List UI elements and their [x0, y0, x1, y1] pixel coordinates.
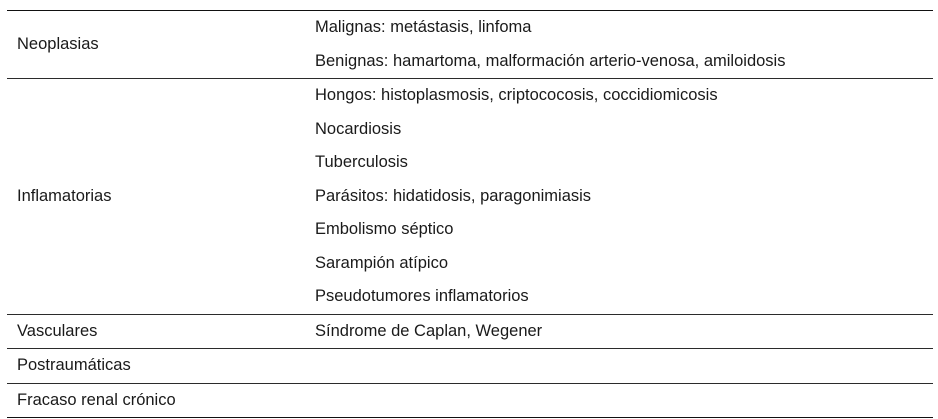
category-cell: Vasculares	[7, 314, 315, 349]
category-cell: Postraumáticas	[7, 349, 315, 384]
items-cell	[315, 383, 933, 418]
differential-diagnosis-table	[7, 10, 933, 418]
list-item: Hongos: histoplasmosis, criptococosis, coccidiomicosis	[315, 86, 718, 104]
items-cell	[315, 349, 933, 384]
table-row	[7, 79, 933, 315]
list-item: Benignas: hamartoma, malformación arterio-venosa, amiloidosis	[315, 51, 786, 70]
list-item: Síndrome de Caplan, Wegener	[315, 321, 543, 340]
category-cell: Inflamatorias	[7, 79, 315, 315]
items-cell	[315, 314, 933, 349]
table-row	[7, 383, 933, 418]
category-cell: Fracaso renal crónico	[7, 383, 315, 418]
table-row	[7, 349, 933, 384]
items-cell	[315, 79, 933, 315]
list-item: Pseudotumores inflamatorios	[315, 287, 529, 305]
category-cell: Neoplasias	[7, 11, 315, 79]
list-item: Malignas: metástasis, linfoma	[315, 18, 532, 36]
list-item: Sarampión atípico	[315, 253, 448, 272]
list-item: Tuberculosis	[315, 153, 408, 171]
list-item: Nocardiosis	[315, 119, 402, 138]
table-row	[7, 314, 933, 349]
table-row	[7, 11, 933, 79]
list-item: Embolismo séptico	[315, 220, 454, 238]
list-item: Parásitos: hidatidosis, paragonimiasis	[315, 186, 592, 205]
items-cell	[315, 11, 933, 79]
